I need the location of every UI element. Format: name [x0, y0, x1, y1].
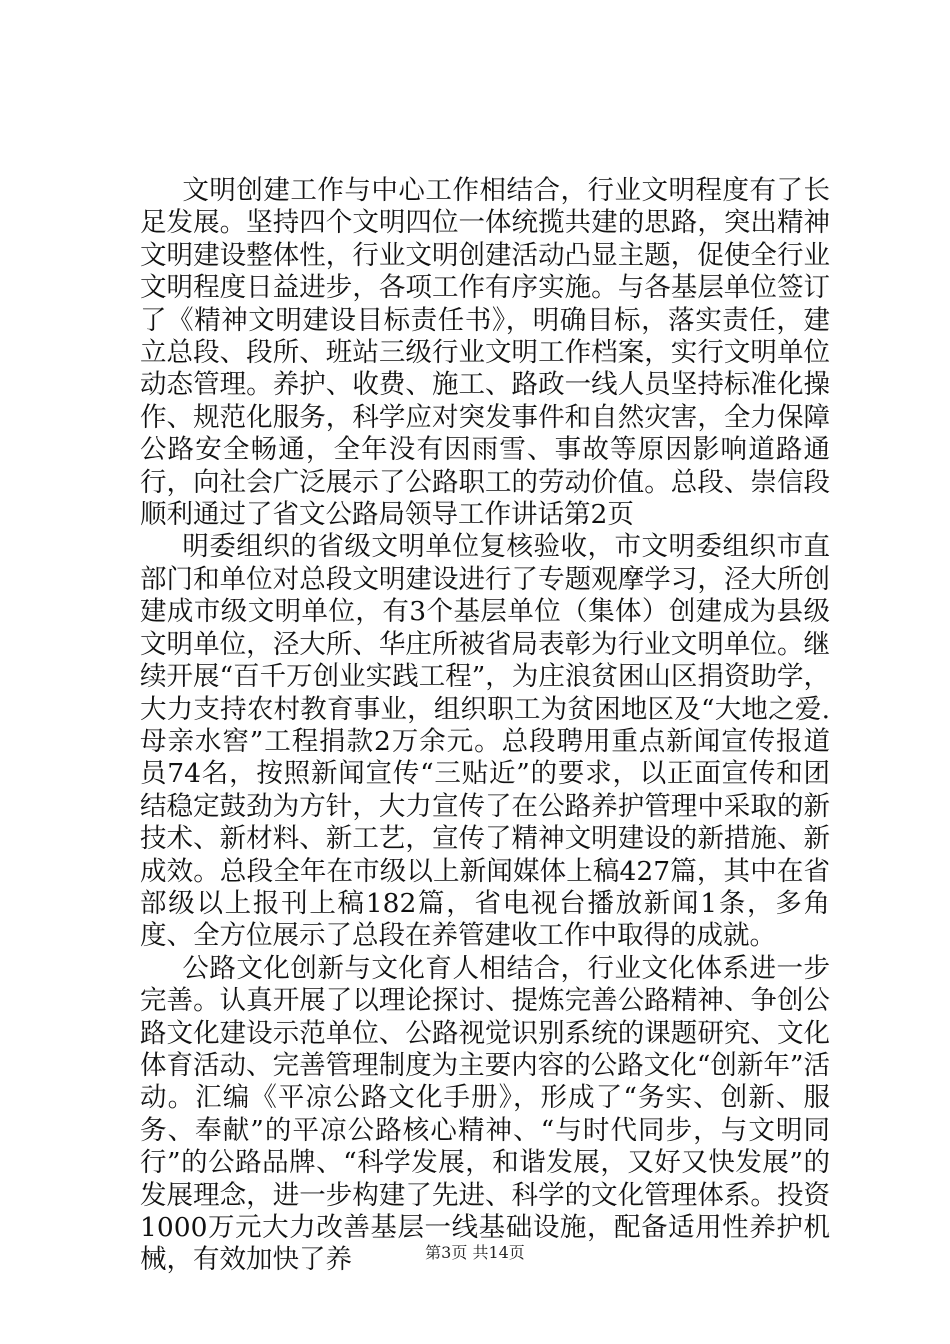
- paragraph-2: 明委组织的省级文明单位复核验收，市文明委组织市直部门和单位对总段文明建设进行了专题观摩学习，泾大所创建成市级文明单位，有3个基层单位（集体）创建成为县级文明单位，泾大所、华庄所被省局表彰为行业文明单位。继续开展“百千万创业实践工程”，为庄浪贫困山区捐资助学，大力支持农村教育事业，组织职工为贫困地区及“大地之爱.母亲水窖”工程捐款2万余元。总段聘用重点新闻宣传报道员74名，按照新闻宣传“三贴近”的要求，以正面宣传和团结稳定鼓劲为方针，大力宣传了在公路养护管理中采取的新技术、新材料、新工艺，宣传了精神文明建设的新措施、新成效。总段全年在市级以上新闻媒体上稿427篇，其中在省部级以上报刊上稿182篇，省电视台播放新闻1条，多角度、全方位展示了总段在养管建收工作中取得的成就。: [140, 531, 830, 952]
- page-footer: 第3页 共14页: [425, 1243, 525, 1262]
- document-body: [140, 175, 830, 1277]
- paragraph-3: 公路文化创新与文化育人相结合，行业文化体系进一步完善。认真开展了以理论探讨、提炼完善公路精神、争创公路文化建设示范单位、公路视觉识别系统的课题研究、文化体育活动、完善管理制度为主要内容的公路文化“创新年”活动。汇编《平凉公路文化手册》，形成了“务实、创新、服务、奉献”的平凉公路核心精神、“与时代同步，与文明同行”的公路品牌、“科学发展，和谐发展，又好又快发展”的发展理念，进一步构建了先进、科学的文化管理体系。投资1000万元大力改善基层一线基础设施，配备适用性养护机械，有效加快了养: [140, 952, 830, 1276]
- paragraph-1: 文明创建工作与中心工作相结合，行业文明程度有了长足发展。坚持四个文明四位一体统揽共建的思路，突出精神文明建设整体性，行业文明创建活动凸显主题，促使全行业文明程度日益进步，各项工作有序实施。与各基层单位签订了《精神文明建设目标责任书》，明确目标，落实责任，建立总段、段所、班站三级行业文明工作档案，实行文明单位动态管理。养护、收费、施工、路政一线人员坚持标准化操作、规范化服务，科学应对突发事件和自然灾害，全力保障公路安全畅通，全年没有因雨雪、事故等原因影响道路通行，向社会广泛展示了公路职工的劳动价值。总段、崇信段顺利通过了省文公路局领导工作讲话第2页: [140, 175, 830, 531]
